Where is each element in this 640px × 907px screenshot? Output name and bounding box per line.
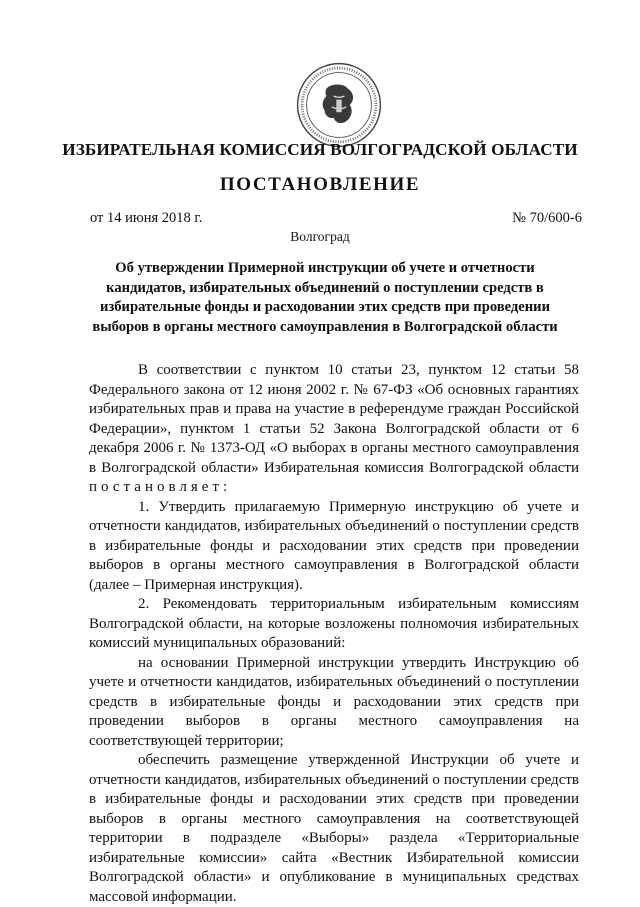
resolves-keyword: постановляет: xyxy=(89,479,232,495)
title-line: Об утверждении Примерной инструкции об учете и отчетности xyxy=(115,260,535,276)
volgograd-commission-emblem-icon xyxy=(294,60,384,150)
body-paragraph-5: обеспечить размещение утвержденной Инструкции об учете и отчетности кандидатов, избирательных объединений о поступлении средств в избирательные фонды и расходовании этих средств при проведении выборов в органы местного самоуправления на соответствующей территории в подразделе «Выборы» раздела «Территориальные избирательные комиссии» сайта «Вестник Избирательной комиссии Волгоградской области» и опубликование в муниципальных средствах массовой информации. xyxy=(89,752,579,905)
title-line: избирательные фонды и расходовании этих средств при проведении xyxy=(99,299,551,316)
document-body xyxy=(89,361,579,907)
document-title xyxy=(80,259,570,337)
body-paragraph-4: на основании Примерной инструкции утвердить Инструкцию об учете и отчетности кандидатов, избирательных объединений о поступлении средств в избирательные фонды и расходовании этих средств при проведении выборов в органы местного самоуправления на соответствующей территории; xyxy=(89,654,579,749)
body-paragraph-2: 1. Утвердить прилагаемую Примерную инструкцию об учете и отчетности кандидатов, избирательных объединений о поступлении средств в избирательные фонды и расходовании этих средств при проведении выборов в органы местного самоуправления в Волгоградской области (далее – Примерная инструкция). xyxy=(89,498,579,593)
body-paragraph-3: 2. Рекомендовать территориальным избирательным комиссиям Волгоградской области, на которые возложены полномочия избирательных комиссий муниципальных образований: xyxy=(89,596,579,651)
document-city: Волгоград xyxy=(290,229,350,244)
title-line: выборов в органы местного самоуправления в Волгоградской области xyxy=(92,318,558,335)
title-line: кандидатов, избирательных объединений о поступлении средств в xyxy=(106,279,544,296)
body-paragraph-1 xyxy=(89,361,579,498)
document-number: № 70/600-6 xyxy=(512,210,582,226)
document-date: от 14 июня 2018 г. xyxy=(90,210,203,226)
organization-name: ИЗБИРАТЕЛЬНАЯ КОМИССИЯ ВОЛГОГРАДСКОЙ ОБЛАСТИ xyxy=(62,140,578,159)
body-paragraph-1-text: В соответствии с пунктом 10 статьи 23, пунктом 12 статьи 58 Федерального закона от 12 июня 2002 г. № 67-ФЗ «Об основных гарантиях избирательных прав и права на участие в референдуме граждан Российской Федерации», пунктом 1 статьи 52 Закона Волгоградской области от 6 декабря 2006 г. № 1373-ОД «О выборах в органы местного самоуправления в Волгоградской области» Избирательная комиссия Волгоградской области xyxy=(89,362,579,476)
document-type: ПОСТАНОВЛЕНИЕ xyxy=(219,174,421,195)
